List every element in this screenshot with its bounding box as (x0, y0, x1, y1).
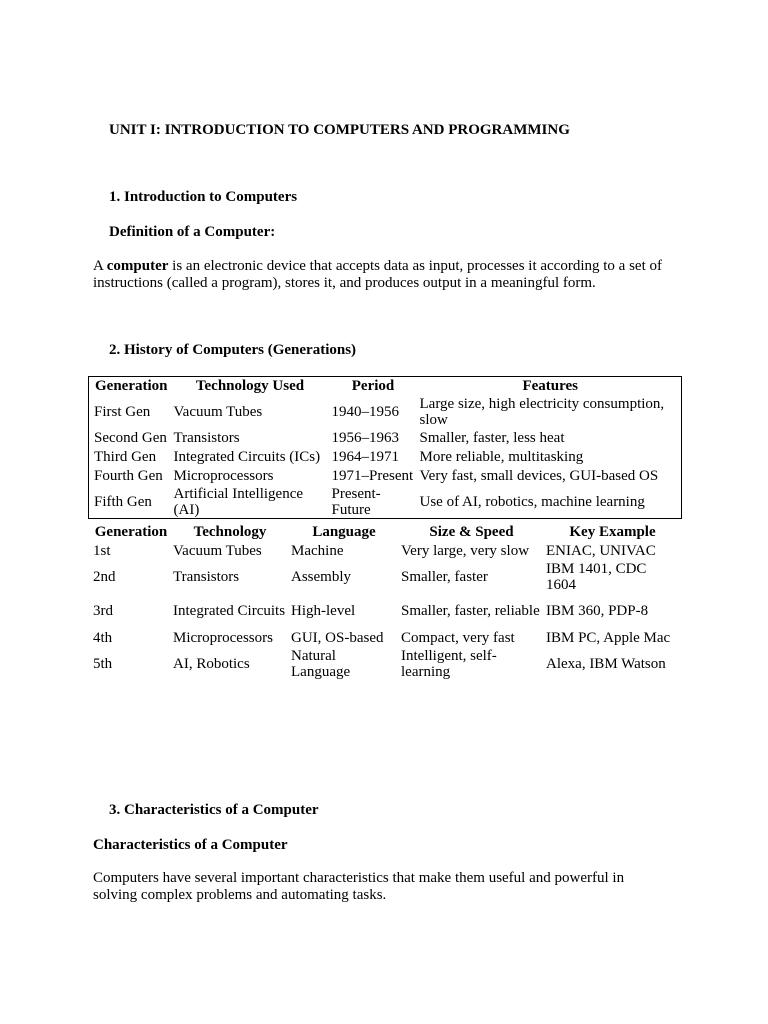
table-cell: IBM 360, PDP-8 (546, 603, 649, 619)
table-cell: IBM PC, Apple Mac (546, 629, 671, 646)
table-cell: Very large, very slow (401, 542, 530, 559)
table-cell: Smaller, faster, less heat (419, 430, 565, 446)
header-cell: Size & Speed (429, 523, 514, 540)
definition-subheading: Definition of a Computer: (109, 224, 276, 240)
table-cell: 2nd (93, 569, 116, 585)
table-row (89, 560, 679, 594)
characteristics-intro: Computers have several important characteristics that make them useful and powerful in solving complex problems and automating tasks. (93, 870, 625, 903)
header-cell: Generation (94, 523, 168, 540)
table-cell: Large size, high electricity consumption, slow (419, 396, 665, 428)
table-row (89, 396, 682, 429)
table-cell: Transistors (173, 430, 240, 446)
table-header-row (89, 377, 682, 396)
table-cell: Vacuum Tubes (173, 542, 262, 559)
table-cell: Integrated Circuits (173, 603, 286, 619)
table-row (89, 647, 679, 681)
definition-paragraph (93, 258, 683, 292)
table-row (89, 467, 682, 486)
unit-title: UNIT I: INTRODUCTION TO COMPUTERS AND PROGRAMMING (109, 122, 570, 138)
table-cell: Machine (291, 542, 344, 559)
table-cell: Integrated Circuits (ICs) (173, 449, 321, 465)
section-1-heading: 1. Introduction to Computers (109, 189, 298, 205)
table-header-row (89, 522, 679, 541)
table-cell: Second Gen (94, 430, 167, 446)
table-cell: Assembly (291, 569, 351, 585)
table-cell: Vacuum Tubes (173, 404, 263, 420)
table-cell: ENIAC, UNIVAC (546, 542, 656, 559)
table-cell: Use of AI, robotics, machine learning (419, 493, 645, 510)
header-cell: Period (351, 378, 395, 395)
table-cell: 1956–1963 (331, 430, 399, 446)
table-cell: 1964–1971 (331, 449, 399, 465)
section-3-heading: 3. Characteristics of a Computer (109, 802, 319, 818)
table-cell: Alexa, IBM Watson (546, 656, 666, 672)
table-cell: Microprocessors (173, 468, 274, 484)
table-cell: Present-Future (331, 485, 381, 518)
header-cell: Language (312, 523, 376, 540)
table-cell: Fourth Gen (94, 468, 163, 484)
section-2-heading: 2. History of Computers (Generations) (109, 342, 357, 358)
header-cell: Key Example (569, 523, 656, 540)
table-cell: 1940–1956 (331, 404, 399, 420)
header-cell: Technology Used (195, 378, 305, 395)
table-cell: First Gen (94, 404, 151, 420)
table-cell: Smaller, faster, reliable (401, 603, 540, 619)
table-cell: Microprocessors (173, 629, 273, 646)
table-cell: 4th (93, 629, 113, 646)
table-cell: Intelligent, self-learning (401, 648, 497, 680)
table-cell: 1971–Present (331, 468, 414, 484)
table-cell: Artificial Intelligence (AI) (173, 485, 304, 518)
table-cell: More reliable, multitasking (419, 449, 584, 465)
definition-body: is an electronic device that accepts data as input, processes it according to a set of instructions (called a program), stores it, and produces output in a meaningful form. (93, 258, 662, 291)
table-cell: Natural Language (291, 648, 351, 680)
table-row (89, 486, 682, 519)
header-cell: Generation (95, 378, 168, 395)
table-row (89, 448, 682, 467)
table-cell: Very fast, small devices, GUI-based OS (419, 468, 659, 484)
table-cell: Third Gen (94, 449, 157, 465)
definition-prefix: A (93, 258, 107, 274)
table-cell: GUI, OS-based (291, 629, 384, 646)
generations-comparison-table (89, 522, 679, 681)
table-cell: Transistors (173, 569, 240, 585)
definition-term: computer (106, 258, 169, 274)
table-row (89, 429, 682, 448)
characteristics-subheading: Characteristics of a Computer (93, 837, 288, 853)
table-row (89, 594, 679, 628)
table-cell: AI, Robotics (173, 656, 250, 672)
table-cell: Smaller, faster (401, 569, 488, 585)
table-cell: Fifth Gen (94, 493, 152, 510)
table-row (89, 541, 679, 560)
generations-table (88, 376, 682, 519)
table-cell: 5th (93, 656, 113, 672)
table-cell: 3rd (93, 603, 113, 619)
table-cell: Compact, very fast (401, 629, 515, 646)
table-cell: IBM 1401, CDC 1604 (546, 561, 647, 593)
table-row (89, 628, 679, 647)
table-cell: High-level (291, 603, 356, 619)
header-cell: Features (522, 378, 579, 395)
table-cell: 1st (93, 542, 111, 559)
header-cell: Technology (193, 523, 267, 540)
